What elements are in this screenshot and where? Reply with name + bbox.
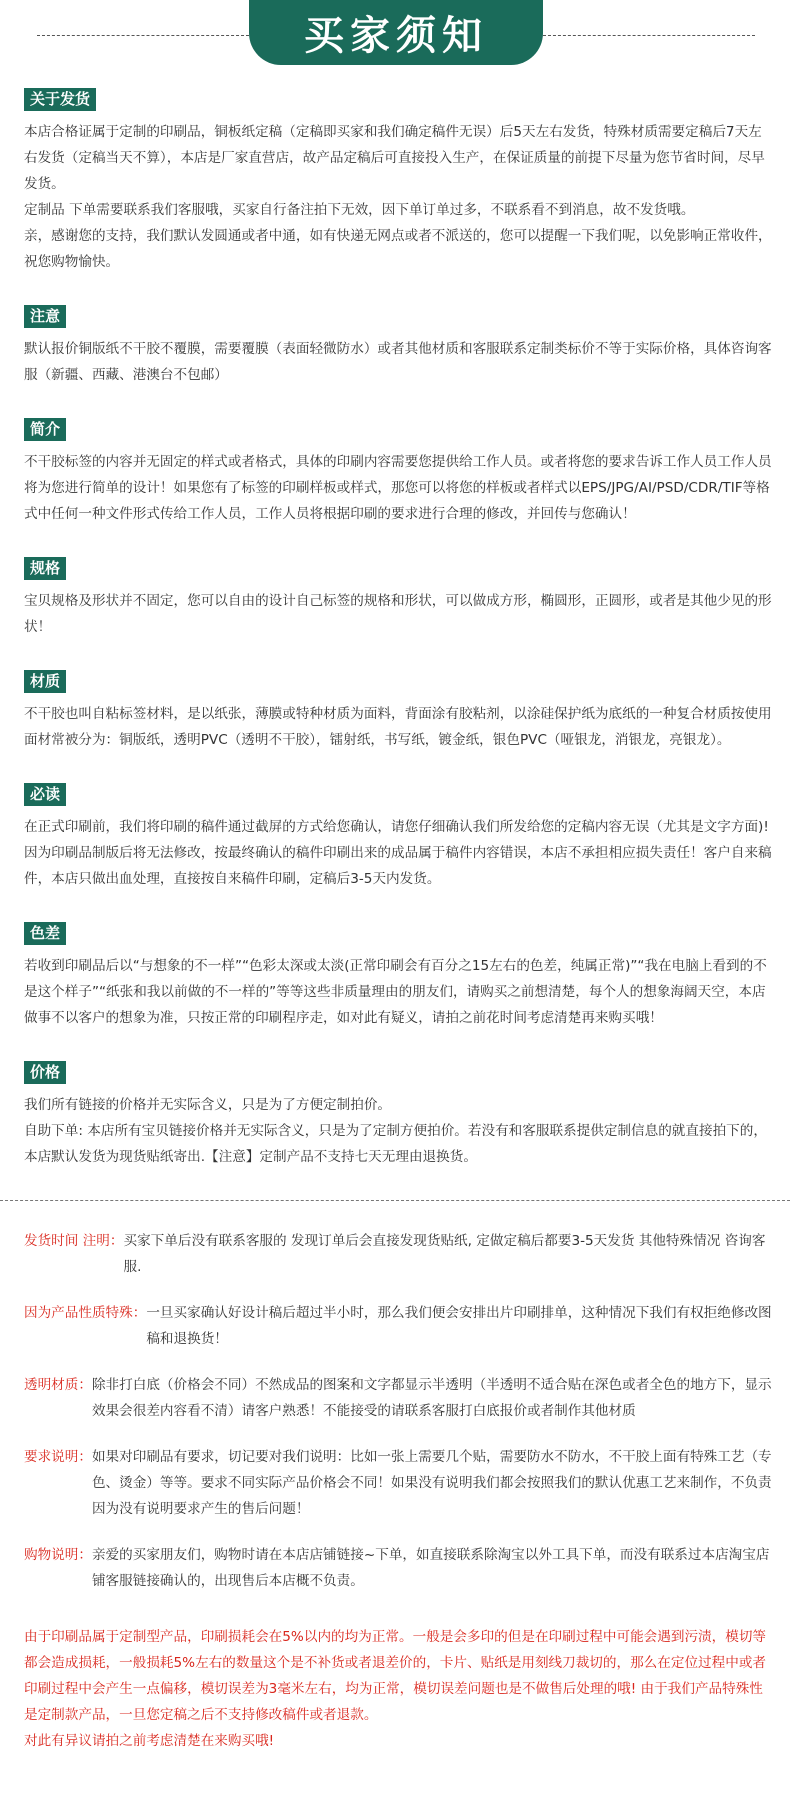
section-color-difference <box>24 922 772 1031</box>
note-label: 透明材质： <box>24 1377 92 1393</box>
dashed-line-right <box>543 35 755 36</box>
section-paragraph: 定制品 下单需要联系我们客服哦，买家自行备注拍下无效，因下单订单过多，不联系看不到消息，故不发货哦。 <box>24 202 695 218</box>
header-banner <box>0 0 790 86</box>
section-paragraph: 若收到印刷品后以“与想象的不一样”“色彩太深或太淡(正常印刷会有百分之15左右的色差，纯属正常)”“我在电脑上看到的不是这个样子”“纸张和我以前做的不一样的”等等这些非质量理由的朋友们，请购买之前想清楚，每个人的想象海阔天空，本店做事不以客户的想象为准，只按正常的印刷程序走，如对此有疑义，请拍之前花时间考虑清楚再来购买哦！ <box>24 958 767 1026</box>
note-item <box>24 1444 774 1522</box>
note-item <box>24 1542 774 1594</box>
section-paragraph: 不干胶也叫自粘标签材料，是以纸张，薄膜或特种材质为面料，背面涂有胶粘剂，以涂硅保护纸为底纸的一种复合材质按使用面材常被分为：铜版纸，透明PVC（透明不干胶），镭射纸，书写纸，镀金纸，银色PVC（哑银龙，消银龙，亮银龙）。 <box>24 706 772 748</box>
note-label: 发货时间 注明： <box>24 1233 124 1249</box>
section-paragraph: 我们所有链接的价格并无实际含义，只是为了方便定制拍价。 <box>24 1097 392 1113</box>
section-intro <box>24 418 772 527</box>
note-text: 如果对印刷品有要求，切记要对我们说明：比如一张上需要几个贴，需要防水不防水，不干胶上面有特殊工艺（专色、烫金）等等。要求不同实际产品价格会不同！如果没有说明我们都会按照我们的默认优惠工艺来制作，不负责因为没有说明要求产生的售后问题！ <box>91 1449 772 1517</box>
notes-list <box>24 1228 774 1614</box>
section-tag: 价格 <box>24 1061 66 1084</box>
final-warning <box>24 1624 776 1754</box>
section-notice <box>24 305 772 388</box>
section-paragraph: 自助下单: 本店所有宝贝链接价格并无实际含义，只是为了定制方便拍价。若没有和客服联系提供定制信息的就直接拍下的，本店默认发货为现货贴纸寄出.【注意】定制产品不支持七天无理由退换货。 <box>24 1123 767 1165</box>
note-item <box>24 1300 774 1352</box>
section-spec <box>24 557 772 640</box>
section-paragraph: 在正式印刷前，我们将印刷的稿件通过截屏的方式给您确认，请您仔细确认我们所发给您的定稿内容无误（尤其是文字方面)! 因为印刷品制版后将无法修改，按最终确认的稿件印刷出来的成品属于稿件内容错误，本店不承担相应损失责任！客户自来稿件，本店只做出血处理，直接按自来稿件印刷，定稿后3-5天内发货。 <box>24 819 772 887</box>
section-tag: 简介 <box>24 418 66 441</box>
section-paragraph: 默认报价铜版纸不干胶不覆膜，需要覆膜（表面轻微防水）或者其他材质和客服联系定制类标价不等于实际价格，具体咨询客服（新疆、西藏、港澳台不包邮） <box>24 341 772 383</box>
section-must-read <box>24 783 772 892</box>
section-price <box>24 1061 772 1170</box>
final-warning-paragraph: 对此有异议请拍之前考虑清楚在来购买哦! <box>24 1733 275 1749</box>
section-tag: 材质 <box>24 670 66 693</box>
page-title: 买家须知 <box>249 0 543 65</box>
section-tag: 色差 <box>24 922 66 945</box>
section-tag: 规格 <box>24 557 66 580</box>
section-tag: 必读 <box>24 783 66 806</box>
note-label: 因为产品性质特殊： <box>24 1305 147 1321</box>
note-text: 除非打白底（价格会不同）不然成品的图案和文字都显示半透明（半透明不适合贴在深色或者全色的地方下，显示效果会很差内容看不清）请客户熟悉！不能接受的请联系客服打白底报价或者制作其他材质 <box>91 1377 772 1419</box>
note-item <box>24 1372 774 1424</box>
section-material <box>24 670 772 753</box>
section-paragraph: 宝贝规格及形状并不固定，您可以自由的设计自己标签的规格和形状，可以做成方形，椭圆形，正圆形，或者是其他少见的形状！ <box>24 593 772 635</box>
note-text: 亲爱的买家朋友们，购物时请在本店店铺链接~下单，如直接联系除淘宝以外工具下单，而没有联系过本店淘宝店铺客服链接确认的，出现售后本店概不负责。 <box>91 1547 770 1589</box>
section-tag: 注意 <box>24 305 66 328</box>
note-label: 要求说明： <box>24 1449 92 1465</box>
section-shipping <box>24 88 772 275</box>
sections-container <box>24 88 772 1200</box>
section-paragraph: 本店合格证属于定制的印刷品，铜板纸定稿（定稿即买家和我们确定稿件无误）后5天左右发货，特殊材质需要定稿后7天左右发货（定稿当天不算），本店是厂家直营店，故产品定稿后可直接投入生产，在保证质量的前提下尽量为您节省时间，尽早发货。 <box>24 124 765 192</box>
dashed-line-left <box>37 35 249 36</box>
section-paragraph: 不干胶标签的内容并无固定的样式或者格式，具体的印刷内容需要您提供给工作人员。或者将您的要求告诉工作人员工作人员将为您进行简单的设计！如果您有了标签的印刷样板或样式，那您可以将您的样板或者样式以EPS/JPG/AI/PSD/CDR/TIF等格式中任何一种文件形式传给工作人员，工作人员将根据印刷的要求进行合理的修改，并回传与您确认！ <box>24 454 772 522</box>
section-divider <box>0 1200 790 1201</box>
final-warning-paragraph: 由于印刷品属于定制型产品，印刷损耗会在5%以内的均为正常。一般是会多印的但是在印刷过程中可能会遇到污渍，模切等都会造成损耗，一般损耗5%左右的数量这个是不补货或者退差价的，卡片、贴纸是用刻线刀裁切的，那么在定位过程中或者印刷过程中会产生一点偏移，模切误差为3毫米左右，均为正常，模切误差问题也是不做售后处理的哦! 由于我们产品特殊性是定制款产品，一旦您定稿之后不支持修改稿件或者退款。 <box>24 1629 767 1723</box>
note-item <box>24 1228 774 1280</box>
note-label: 购物说明： <box>24 1547 92 1563</box>
section-paragraph: 亲，感谢您的支持，我们默认发圆通或者中通，如有快递无网点或者不派送的，您可以提醒一下我们呢，以免影响正常收件，祝您购物愉快。 <box>24 228 772 270</box>
note-text: 买家下单后没有联系客服的 发现订单后会直接发现货贴纸, 定做定稿后都要3-5天发货 其他特殊情况 咨询客服. <box>123 1233 766 1275</box>
note-text: 一旦买家确认好设计稿后超过半小时，那么我们便会安排出片印刷排单，这种情况下我们有权拒绝修改图稿和退换货！ <box>146 1305 772 1347</box>
section-tag: 关于发货 <box>24 88 96 111</box>
